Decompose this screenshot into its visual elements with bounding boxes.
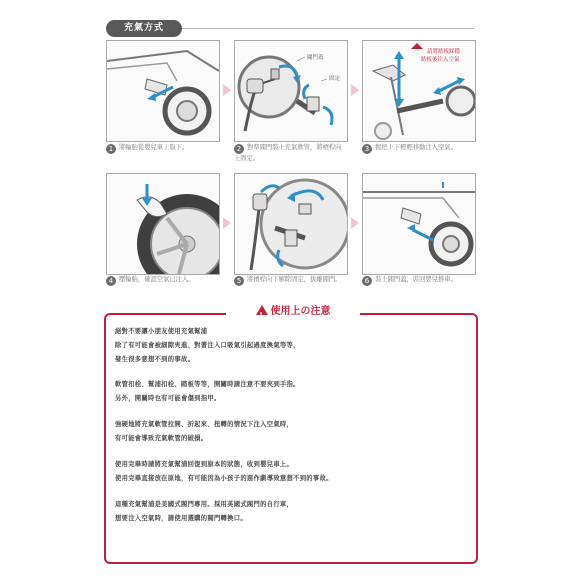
step-number: 2 (234, 144, 244, 154)
caution-paragraph: 這種充氣幫浦是美國式閥門專用。採用英國式閥門的自行車， 想要注入空氣時，請使用選購的閥門轉換口。 (115, 501, 294, 522)
step-2-caption: 2 對準閥門裝上充氣軟管，將槓桿向上固定。 (234, 144, 342, 162)
step-4-illustration (106, 173, 220, 275)
step-number: 5 (234, 276, 244, 286)
step-5-caption: 5 將槓桿向下解除固定，拔離閥門。 (234, 275, 344, 286)
step-6-caption: 6 裝上閥門蓋，裝回嬰兒推車。 (362, 275, 472, 286)
step-3-caption: 3 握把上下輕輕移動注入空氣。 (362, 143, 472, 154)
next-arrow (223, 217, 231, 229)
section-title: 充氣方式 (106, 20, 182, 37)
title-divider (182, 28, 474, 29)
warning-icon (256, 305, 268, 315)
caution-paragraph: 使用完畢時請將充氣幫浦回復到原本的狀態，收到嬰兒車上。 使用完畢直接放在原地，有可能因為小孩子的惡作劇導致意想不到的事故。 (115, 461, 333, 482)
step-number: 3 (362, 144, 372, 154)
next-arrow (223, 84, 231, 96)
caution-paragraph: 強硬地將充氣軟管拉開、折起來、扭轉的情況下注入空氣時， 有可能會導致充氣軟管的破損。 (115, 421, 294, 442)
caution-paragraph: 軟管扣栓、幫浦扣栓、踏板等等，開關時請注意不要夾到手指。 另外，開關時也有可能會傷到指甲。 (115, 381, 300, 402)
fix-label: 固定 (329, 76, 341, 82)
valve-cap-label: 閥門蓋 (307, 55, 324, 61)
caution-title: 使用上の注意 (270, 306, 331, 317)
step-number: 4 (106, 276, 116, 286)
caution-paragraph: 絕對不要讓小朋友使用充氣幫浦 除了有可能會被細隙夾進、對著注入口吸氣引起過度換氣等等， 發生很多意想不到的事故。 (115, 328, 300, 363)
step-3-illustration (362, 40, 476, 142)
step-number: 6 (362, 276, 372, 286)
step-5-illustration (234, 173, 348, 275)
caution-body (115, 325, 465, 538)
warning-line-1: 請將踏板踩穩 (427, 49, 461, 55)
step-number: 1 (106, 144, 116, 154)
next-arrow (351, 84, 359, 96)
step-1-caption: 1 將輪胎從嬰兒車上取下。 (106, 143, 216, 154)
caution-header (226, 303, 360, 321)
step-6-illustration (362, 173, 476, 275)
next-arrow (351, 217, 359, 229)
step-1-illustration (106, 40, 220, 142)
warning-line-2: 踏板後注入空氣 (421, 57, 460, 63)
step-4-caption: 4 壓輪胎，確認空氣已注入。 (106, 275, 216, 286)
step-2-illustration (234, 40, 348, 142)
